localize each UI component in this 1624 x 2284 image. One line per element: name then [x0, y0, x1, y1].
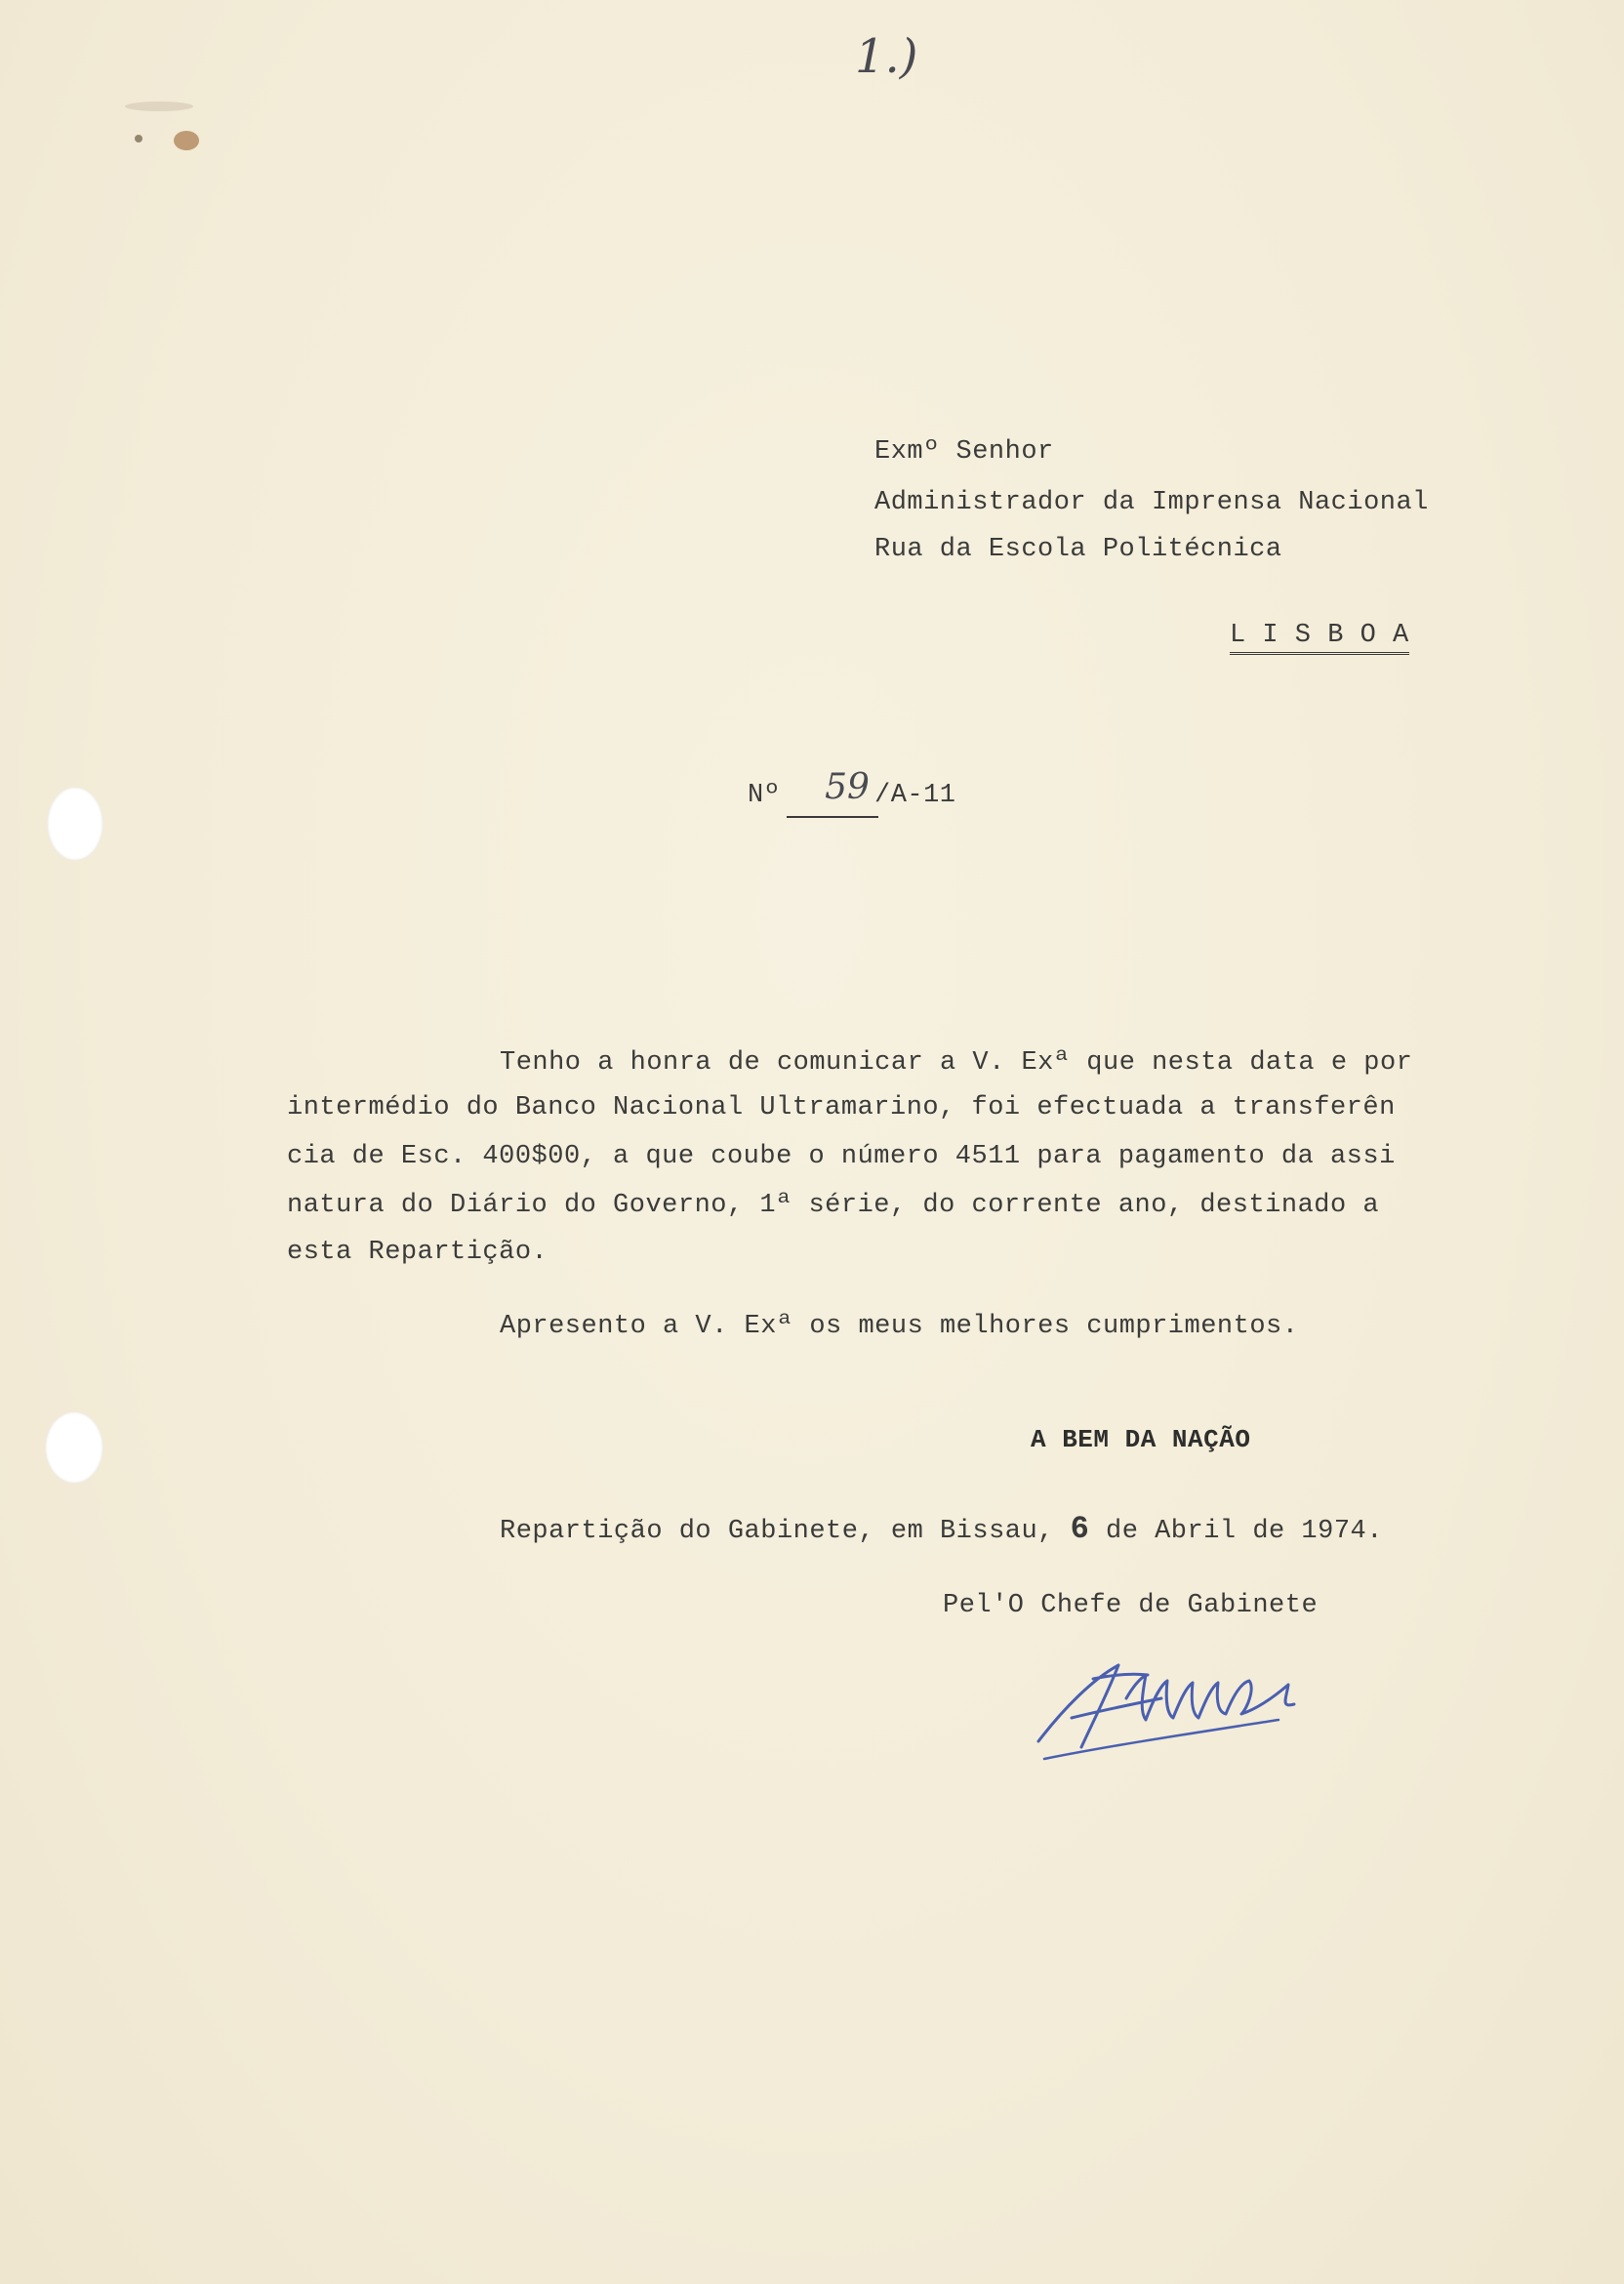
signature — [1025, 1640, 1337, 1767]
place-date-month-year: de Abril de 1974. — [1089, 1517, 1383, 1546]
recipient-title: Administrador da Imprensa Nacional — [874, 488, 1429, 517]
reference-underline — [787, 816, 878, 818]
punch-hole-top — [47, 787, 103, 861]
body-line-3: cia de Esc. 400$00, a que coube o número 4511 para pagamento da assi — [287, 1142, 1396, 1171]
place-date-text: Repartição do Gabinete, em Bissau, — [500, 1517, 1071, 1546]
body-line-2: intermédio do Banco Nacional Ultramarino, foi efectuada a transferên — [287, 1093, 1396, 1122]
body-line-5: esta Repartição. — [287, 1238, 548, 1267]
motto: A BEM DA NAÇÃO — [1031, 1425, 1251, 1454]
reference-prefix: Nº — [748, 781, 781, 810]
place-date-day: 6 — [1070, 1511, 1090, 1547]
paper-stain — [125, 102, 193, 111]
signatory-title: Pel'O Chefe de Gabinete — [943, 1591, 1319, 1620]
recipient-city: L I S B O A — [1230, 621, 1409, 655]
paper-stain — [135, 135, 142, 143]
body-line-1: Tenho a honra de comunicar a V. Exª que nesta data e por — [500, 1048, 1413, 1078]
reference-suffix: /A-11 — [874, 781, 956, 810]
body-line-4: natura do Diário do Governo, 1ª série, do corrente ano, destinado a — [287, 1191, 1380, 1220]
paper-stain — [174, 131, 199, 150]
signature-label: Altura — [1025, 1640, 1029, 1641]
place-date — [500, 1511, 1383, 1547]
punch-hole-bottom — [45, 1411, 103, 1484]
closing-line: Apresento a V. Exª os meus melhores cumprimentos. — [500, 1312, 1299, 1341]
corner-mark: 1.) — [855, 29, 918, 84]
reference-number: 59 — [825, 767, 870, 807]
recipient-street: Rua da Escola Politécnica — [874, 535, 1282, 564]
signature-drawing — [1025, 1640, 1337, 1767]
recipient-salutation: Exmº Senhor — [874, 437, 1054, 467]
